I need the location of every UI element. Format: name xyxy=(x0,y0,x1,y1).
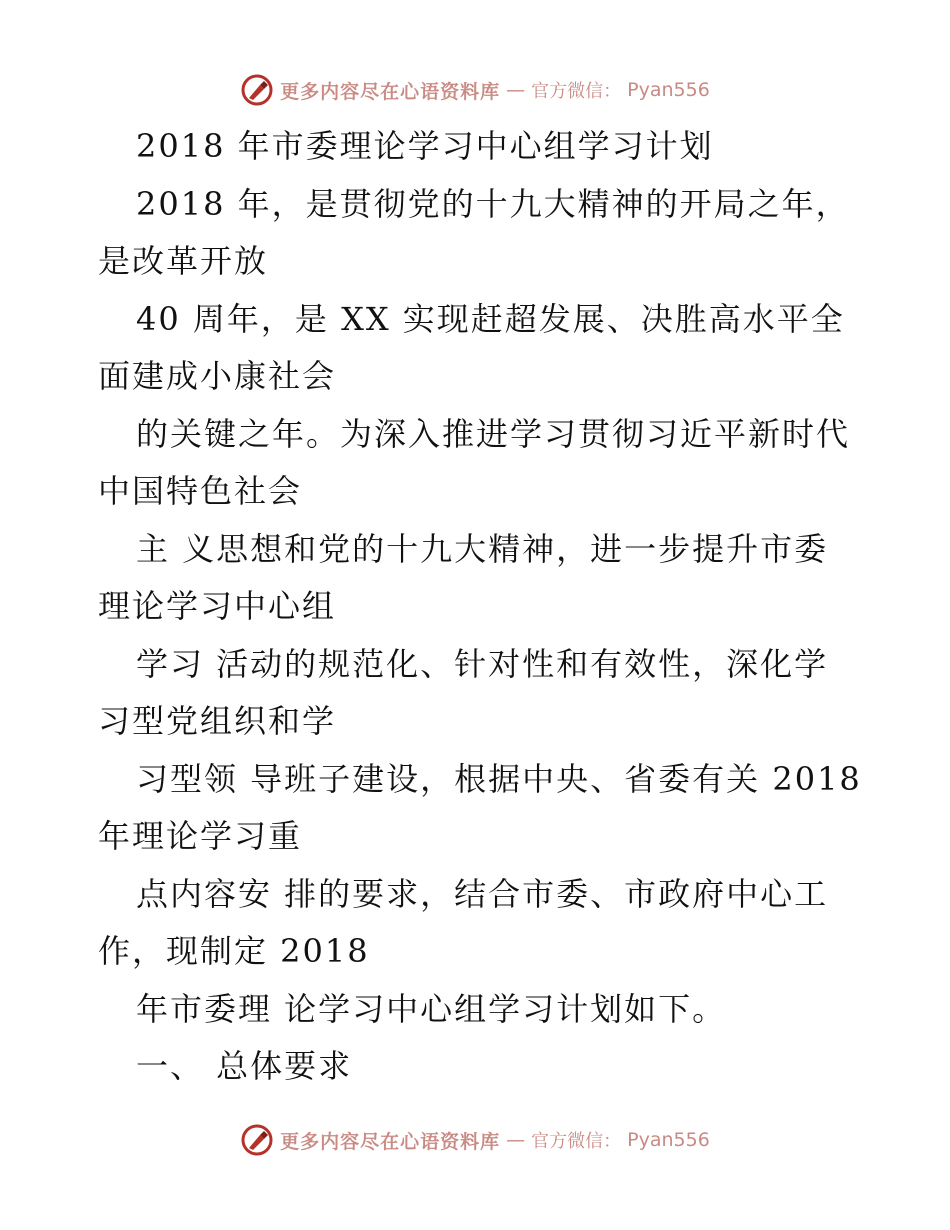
text-line: 习型党组织和学 xyxy=(98,702,337,740)
watermark-label: 官方微信： xyxy=(531,81,622,102)
document-body xyxy=(98,118,918,1096)
watermark-main-text: 更多内容尽在心语资料库 xyxy=(280,1130,501,1153)
text-line: 2018 年，是贯彻党的十九大精神的开局之年， xyxy=(136,184,850,223)
text-line: 年市委理 论学习中心组学习计划如下。 xyxy=(136,989,727,1028)
text-line: 40 周年，是 XX 实现赶超发展、决胜高水平全 xyxy=(136,299,845,338)
text-line: 中国特色社会 xyxy=(98,472,303,510)
text-line: 学习 活动的规范化、针对性和有效性，深化学 xyxy=(136,644,829,683)
header-watermark xyxy=(0,70,950,110)
text-line: 主 义思想和党的十九大精神，进一步提升市委 xyxy=(136,529,829,568)
document-title: 2018 年市委理论学习中心组学习计划 xyxy=(136,127,714,165)
watermark-main-text: 更多内容尽在心语资料库 xyxy=(280,80,501,103)
text-line: 习型领 导班子建设，根据中央、省委有关 2018 xyxy=(136,759,862,798)
text-line: 的关键之年。为深入推进学习贯彻习近平新时代 xyxy=(136,414,851,453)
text-line: 作，现制定 2018 xyxy=(98,932,370,970)
watermark-dash: — xyxy=(506,79,526,101)
footer-watermark xyxy=(0,1120,950,1160)
text-line: 年理论学习重 xyxy=(98,817,303,855)
pen-logo-icon xyxy=(240,1123,274,1157)
watermark-id: Pyan556 xyxy=(627,79,710,101)
pen-logo-icon xyxy=(240,73,274,107)
text-line: 是改革开放 xyxy=(98,242,269,280)
watermark-id: Pyan556 xyxy=(627,1129,710,1151)
text-line: 点内容安 排的要求，结合市委、市政府中心工 xyxy=(136,874,829,913)
watermark-dash: — xyxy=(506,1129,526,1151)
text-line: 理论学习中心组 xyxy=(98,587,337,625)
section-heading: 一、 总体要求 xyxy=(136,1047,353,1085)
watermark-label: 官方微信： xyxy=(531,1131,622,1152)
text-line: 面建成小康社会 xyxy=(98,357,337,395)
